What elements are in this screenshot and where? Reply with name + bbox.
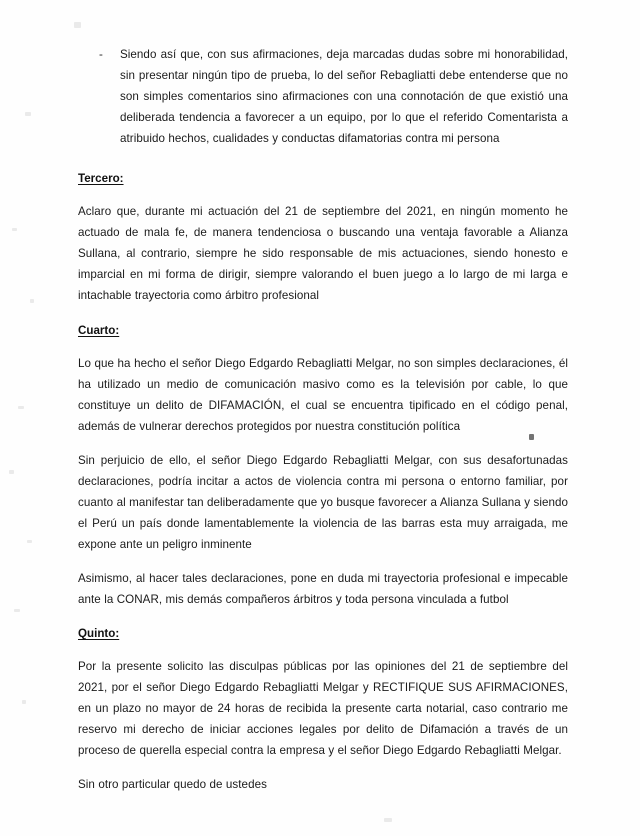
paragraph-cuarto-1: Lo que ha hecho el señor Diego Edgardo Rebagliatti Melgar, no son simples declaraciones, él ha utilizado un medio de comunicación masivo como es la televisión por cable, lo que constituye un delito de DIFAMACIÓN, el cual se encuentra tipificado en el código penal, además de vulnerar derechos protegidos por nuestra constitución política [78, 357, 568, 433]
scan-artifact [12, 228, 17, 231]
heading-quinto: Quinto: [78, 627, 120, 640]
heading-cuarto: Cuarto: [78, 324, 120, 337]
heading-tercero: Tercero: [78, 172, 124, 185]
scan-artifact [22, 700, 26, 704]
paragraph-cuarto-2: Sin perjuicio de ello, el señor Diego Edgardo Rebagliatti Melgar, con sus desafortunadas declaraciones, podría incitar a actos de violencia contra mi persona o entorno familiar, por cuanto al manifestar tan deliberadamente que yo busque favorecer a Alianza Sullana y siendo el Perú un país donde lamentablemente la violencia de las barras esta muy arraigada, me expone ante un peligro inminente [78, 454, 568, 551]
scan-artifact [14, 609, 20, 612]
scan-artifact [384, 818, 392, 822]
scan-artifact [18, 406, 24, 409]
bullet-list-item [78, 44, 568, 149]
paragraph-tercero: Aclaro que, durante mi actuación del 21 de septiembre del 2021, en ningún momento he actuado de mala fe, de manera tendenciosa o buscando una ventaja favorable a Alianza Sullana, al contrario, siempre he sido responsable de mis actuaciones, siendo honesto e imparcial en mi forma de dirigir, siempre valorando el buen juego a lo largo de mi larga e intachable trayectoria como árbitro profesional [78, 205, 568, 302]
scan-artifact [74, 22, 81, 28]
paragraph-cuarto-3: Asimismo, al hacer tales declaraciones, pone en duda mi trayectoria profesional e impecable ante la CONAR, mis demás compañeros árbitros y toda persona vinculada a futbol [78, 572, 568, 606]
paragraph-honorabilidad: Siendo así que, con sus afirmaciones, deja marcadas dudas sobre mi honorabilidad, sin presentar ningún tipo de prueba, lo del señor Rebagliatti debe entenderse que no son simples comentarios sino afirmaciones con una connotación de que existió una deliberada tendencia a favorecer a un equipo, por lo que el referido Comentarista a atribuido hechos, cualidades y conductas difamatorias contra mi persona [120, 48, 568, 145]
paragraph-quinto: Por la presente solicito las disculpas públicas por las opiniones del 21 de septiembre del 2021, por el señor Diego Edgardo Rebagliatti Melgar y RECTIFIQUE SUS AFIRMACIONES, en un plazo no mayor de 24 horas de recibida la presente carta notarial, caso contrario me reservo mi derecho de iniciar acciones legales por delito de Difamación a través de un proceso de querella especial contra la empresa y el señor Diego Edgardo Rebagliatti Melgar. [78, 660, 568, 757]
document-text-body [78, 44, 568, 795]
scan-artifact [25, 112, 31, 116]
paragraph-cierre: Sin otro particular quedo de ustedes [78, 778, 267, 791]
scan-artifact [27, 540, 32, 543]
scan-artifact [30, 299, 34, 303]
bullet-dash-marker: - [99, 48, 103, 61]
scan-artifact [9, 470, 14, 474]
